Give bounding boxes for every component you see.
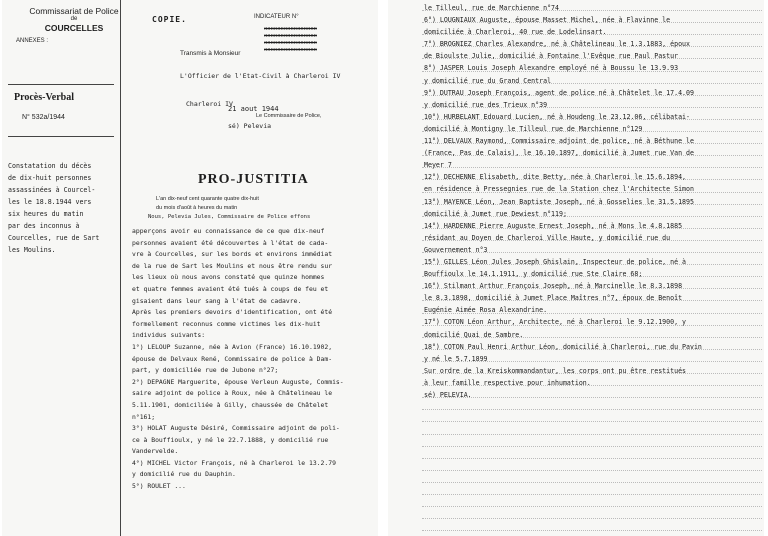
text-line: 9°) DUTRAU Joseph François, agent de police né à Châtelet le 17.4.09 <box>424 88 694 97</box>
right-page <box>388 0 764 536</box>
proces-verbal-number: N° 532a/1944 <box>22 114 65 121</box>
struck-line: xxxxxxxxxxxxxxxx <box>264 33 317 39</box>
text-line: domiciliée à Charleroi, 40 rue de Lodelinsart. <box>424 28 607 37</box>
text-line: y domicilié rue des Trieux n°39 <box>424 100 548 109</box>
text-line: domicilié à Jumet rue Dewiest n°119; <box>424 209 567 218</box>
text-line: Bouffioulx le 14.1.1911, y domicilié rue Ste Claire 68; <box>424 270 643 279</box>
text-line: 18°) COTON Paul Henri Arthur Léon, domicilié à Charleroi, rue du Pavin <box>424 342 702 351</box>
preamble-line: du mois d'août à heures du matin <box>156 205 238 211</box>
text-line: 1°) LELOUP Suzanne, née à Avion (France) 16.10.1902, <box>132 342 333 351</box>
ruled-line <box>422 530 762 531</box>
summary-line: Constatation du décès <box>8 162 92 170</box>
text-line: le Tilleul, rue de Marchienne n°74 <box>424 4 559 12</box>
struck-line: xxxxxxxxxxxxxxxx <box>264 40 317 46</box>
struck-line: xxxxxxxxxxxxxxxx <box>264 26 317 32</box>
ruled-line <box>422 506 762 507</box>
text-line: 14°) HARDENNE Pierre Auguste Ernest Joseph, né à Mons le 4.8.1885 <box>424 221 683 230</box>
text-line: individus suivants: <box>132 331 206 340</box>
left-page <box>2 0 378 536</box>
text-line: y né le 5.7.1899 <box>424 354 488 363</box>
text-line: domicilié à Montigny le Tilleul rue de Marchienne n°129 <box>424 124 643 133</box>
text-line: n°161; <box>132 412 156 421</box>
text-line: 4°) MICHEL Victor François, né à Charleroi le 13.2.79 <box>132 458 336 467</box>
text-line: les lieux où nous avons constaté que quinze hommes <box>132 273 325 282</box>
ruled-line <box>422 409 762 410</box>
transmitted-to: Transmis à Monsieur <box>180 50 241 57</box>
text-line: Gouvernement n°3 <box>424 245 488 254</box>
text-line: 12°) DECHENNE Elisabeth, dite Betty, née à Charleroi le 15.6.1894, <box>424 173 687 182</box>
summary-line: six heures du matin <box>8 210 84 218</box>
summary-line: de dix-huit personnes <box>8 174 92 182</box>
text-line: résidant au Doyen de Charleroi Ville Haute, y domicilié rue du <box>424 233 671 242</box>
text-line: Meyer 7 <box>424 161 452 170</box>
commissioner-label: Le Commissaire de Police, <box>256 113 322 119</box>
case-summary <box>8 160 118 256</box>
ruled-line <box>422 518 762 519</box>
pro-justitia-title: PRO-JUSTITIA <box>198 172 309 187</box>
summary-line: les le 18.8.1944 vers <box>8 198 92 206</box>
ruled-line <box>422 446 762 447</box>
text-line: y domicilié rue du Grand Central <box>424 76 552 85</box>
preamble-line: L'an dix-neuf cent quarante quatre dix-huit <box>156 196 259 202</box>
text-line: en résidence à Pressegnies rue de la Station chez l'Architecte Simon <box>424 185 694 194</box>
text-line: formellement reconnus comme victimes les dix-huit <box>132 319 321 328</box>
text-line: ce à Bouffioulx, y né le 22.7.1888, y domicilié rue <box>132 435 329 444</box>
text-line: domicilié Quai de Sambre. <box>424 330 524 339</box>
divider <box>8 84 114 85</box>
text-line: 3°) HOLAT Auguste Désiré, Commissaire adjoint de poli- <box>132 424 340 433</box>
text-line: le 8.3.1898, domicilié à Jumet Place Maîtres n°7, époux de Benoît <box>424 294 683 303</box>
struck-out-text <box>264 26 317 54</box>
ruled-line <box>422 421 762 422</box>
struck-line: xxxxxxxxxxxxxxxx <box>264 47 317 53</box>
ruled-line <box>422 470 762 471</box>
text-line: Eugénie Aimée Rosa Alexandrine. <box>424 306 548 315</box>
divider <box>8 136 114 137</box>
copy-stamp: COPIE. <box>152 15 187 24</box>
page-gutter <box>378 0 388 536</box>
preamble-line: Nous, Pelevia Jules, Commissaire de Police effons <box>148 214 311 220</box>
summary-line: par des inconnus à <box>8 222 80 230</box>
document-date: 21 aout 1944 <box>228 105 279 113</box>
margin-column <box>2 0 121 536</box>
text-line: 15°) GILLES Léon Jules Joseph Ghislain, Inspecteur de police, né à <box>424 257 687 266</box>
text-line: vre à Courcelles, sur les bords et environs immédiat <box>132 250 333 259</box>
place: Charleroi IV <box>186 100 233 108</box>
recipient-officer: L'Officier de l'Etat-Civil à Charleroi IV <box>180 72 341 80</box>
report-body <box>132 226 376 493</box>
ruled-line <box>422 434 762 435</box>
text-line: de la rue de Sart les Moulins et nous être rendu sur <box>132 261 333 270</box>
proces-verbal-title: Procès-Verbal <box>14 92 74 103</box>
commissariat-line: de <box>70 16 78 22</box>
text-line: part, y domiciliée rue de Jubone n°27; <box>132 366 279 375</box>
summary-line: assassinées à Courcel- <box>8 186 96 194</box>
commissariat-line: COURCELLES <box>44 23 104 33</box>
ruled-line <box>422 494 762 495</box>
text-line: 6°) LOUGNIAUX Auguste, épouse Masset Michel, née à Flavinne le <box>424 16 671 25</box>
text-line: 13°) MAYENCE Léon, Jean Baptiste Joseph, né à Gosselies le 31.5.1895 <box>424 197 694 206</box>
ruled-line <box>422 482 762 483</box>
text-line: saire adjoint de police à Roux, née à Châtelineau le <box>132 389 333 398</box>
text-line: 5.11.1901, domiciliée à Gilly, chaussée de Châtelet <box>132 400 329 409</box>
text-line: gisaient dans leur sang à l'état de cadavre. <box>132 296 302 305</box>
signature-line: sé) Pelevia <box>228 122 272 130</box>
text-line: 17°) COTON Léon Arthur, Architecte, né à Charleroi le 9.12.1900, y <box>424 318 687 327</box>
text-line: y domicilié rue du Dauphin. <box>132 470 236 479</box>
text-line: 5°) ROULET ... <box>132 482 186 491</box>
text-line: et quatre femmes avaient été tués à coups de feu et <box>132 284 329 293</box>
victim-list <box>424 2 762 401</box>
text-line: Après les premiers devoirs d'identification, ont été <box>132 308 333 317</box>
text-line: sé) PELEVIA. <box>424 391 472 399</box>
text-line: Vandervelde. <box>132 447 179 456</box>
text-line: Sur ordre de la Kreiskommandantur, les corps ont pu être restitués <box>424 366 687 375</box>
text-line: épouse de Delvaux René, Commissaire de police à Dam- <box>132 354 333 363</box>
summary-line: Courcelles, rue de Sart <box>8 234 100 242</box>
text-line: à leur famille respective pour inhumation. <box>424 378 591 387</box>
text-line: 10°) HURBELANT Edouard Lucien, né à Houdeng le 23.12.06, célibatai- <box>424 112 690 121</box>
text-line: (France, Pas de Calais), le 16.10.1897, domicilié à Jumet rue Van de <box>424 149 694 158</box>
summary-line: les Moulins. <box>8 246 56 254</box>
commissariat-header <box>24 6 124 33</box>
text-line: 7°) BROGNIEZ Charles Alexandre, né à Châtelineau le 1.3.1883, époux <box>424 40 690 49</box>
text-line: 2°) DEPAGNE Marguerite, épouse Verleun Auguste, Commis- <box>132 377 344 386</box>
annexes-label: ANNEXES : <box>16 38 49 44</box>
text-line: 8°) JASPER Louis Joseph Alexandre employé né à Boussu le 13.9.93 <box>424 64 679 73</box>
text-line: personnes avaient été découvertes à l'état de cada- <box>132 238 329 247</box>
indicator-label: INDICATEUR N° <box>254 14 299 20</box>
commissariat-line: Commissariat de Police <box>29 6 119 16</box>
ruled-line <box>422 458 762 459</box>
text-line: 16°) Stilmant Arthur François Joseph, né à Marcinelle le 8.3.1898 <box>424 282 683 291</box>
text-line: apperçons avoir eu connaissance de ce que dix-neuf <box>132 227 325 235</box>
text-line: 11°) DELVAUX Raymond, Commissaire adjoint de police, né à Béthune le <box>424 137 694 146</box>
text-line: de Bioulste Julie, domicilié à Fontaine l'Evêque rue Paul Pastur <box>424 52 679 61</box>
